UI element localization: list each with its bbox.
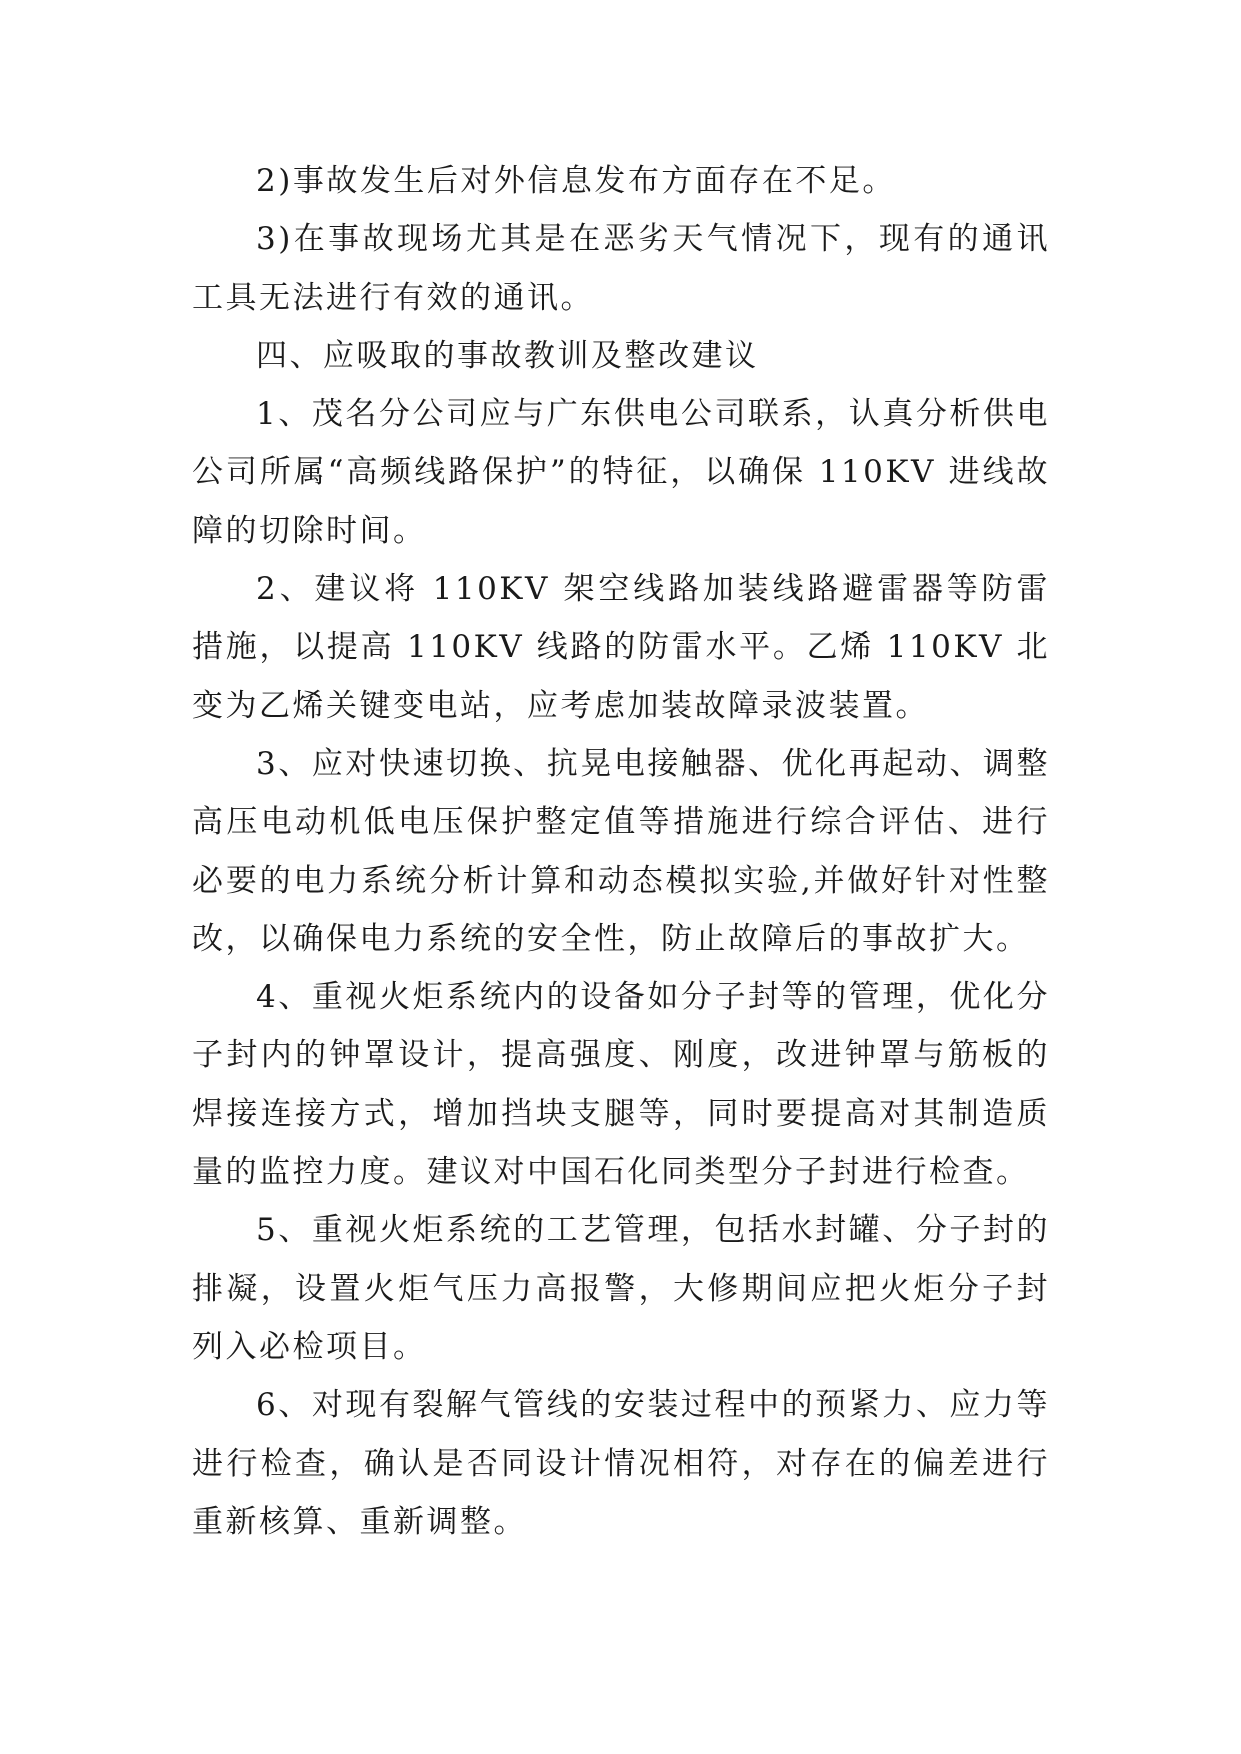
recommendation-6: 6、对现有裂解气管线的安装过程中的预紧力、应力等进行检查，确认是否同设计情况相符，对存在的偏差进行重新核算、重新调整。 <box>192 1387 1050 1540</box>
section-heading-lessons: 四、应吸取的事故教训及整改建议 <box>256 337 759 374</box>
document-page <box>192 152 1050 1551</box>
recommendation-3: 3、应对快速切换、抗晃电接触器、优化再起动、调整高压电动机低电压保护整定值等措施进行综合评估、进行必要的电力系统分析计算和动态模拟实验,并做好针对性整改，以确保电力系统的安全性，防止故障后的事故扩大。 <box>192 745 1050 957</box>
recommendation-4: 4、重视火炬系统内的设备如分子封等的管理，优化分子封内的钟罩设计，提高强度、刚度，改进钟罩与筋板的焊接连接方式，增加挡块支腿等，同时要提高对其制造质量的监控力度。建议对中国石化同类型分子封进行检查。 <box>192 979 1050 1191</box>
recommendation-5: 5、重视火炬系统的工艺管理，包括水封罐、分子封的排凝，设置火炬气压力高报警，大修期间应把火炬分子封列入必检项目。 <box>192 1212 1050 1365</box>
recommendation-2: 2、建议将 110KV 架空线路加装线路避雷器等防雷措施，以提高 110KV 线路的防雷水平。乙烯 110KV 北变为乙烯关键变电站，应考虑加装故障录波装置。 <box>192 571 1050 724</box>
recommendation-1: 1、茂名分公司应与广东供电公司联系，认真分析供电公司所属“高频线路保护”的特征，以确保 110KV 进线故障的切除时间。 <box>192 396 1050 549</box>
paragraph-3-communication: 3)在事故现场尤其是在恶劣天气情况下，现有的通讯工具无法进行有效的通讯。 <box>192 221 1050 316</box>
paragraph-2-info-release: 2)事故发生后对外信息发布方面存在不足。 <box>256 163 896 199</box>
